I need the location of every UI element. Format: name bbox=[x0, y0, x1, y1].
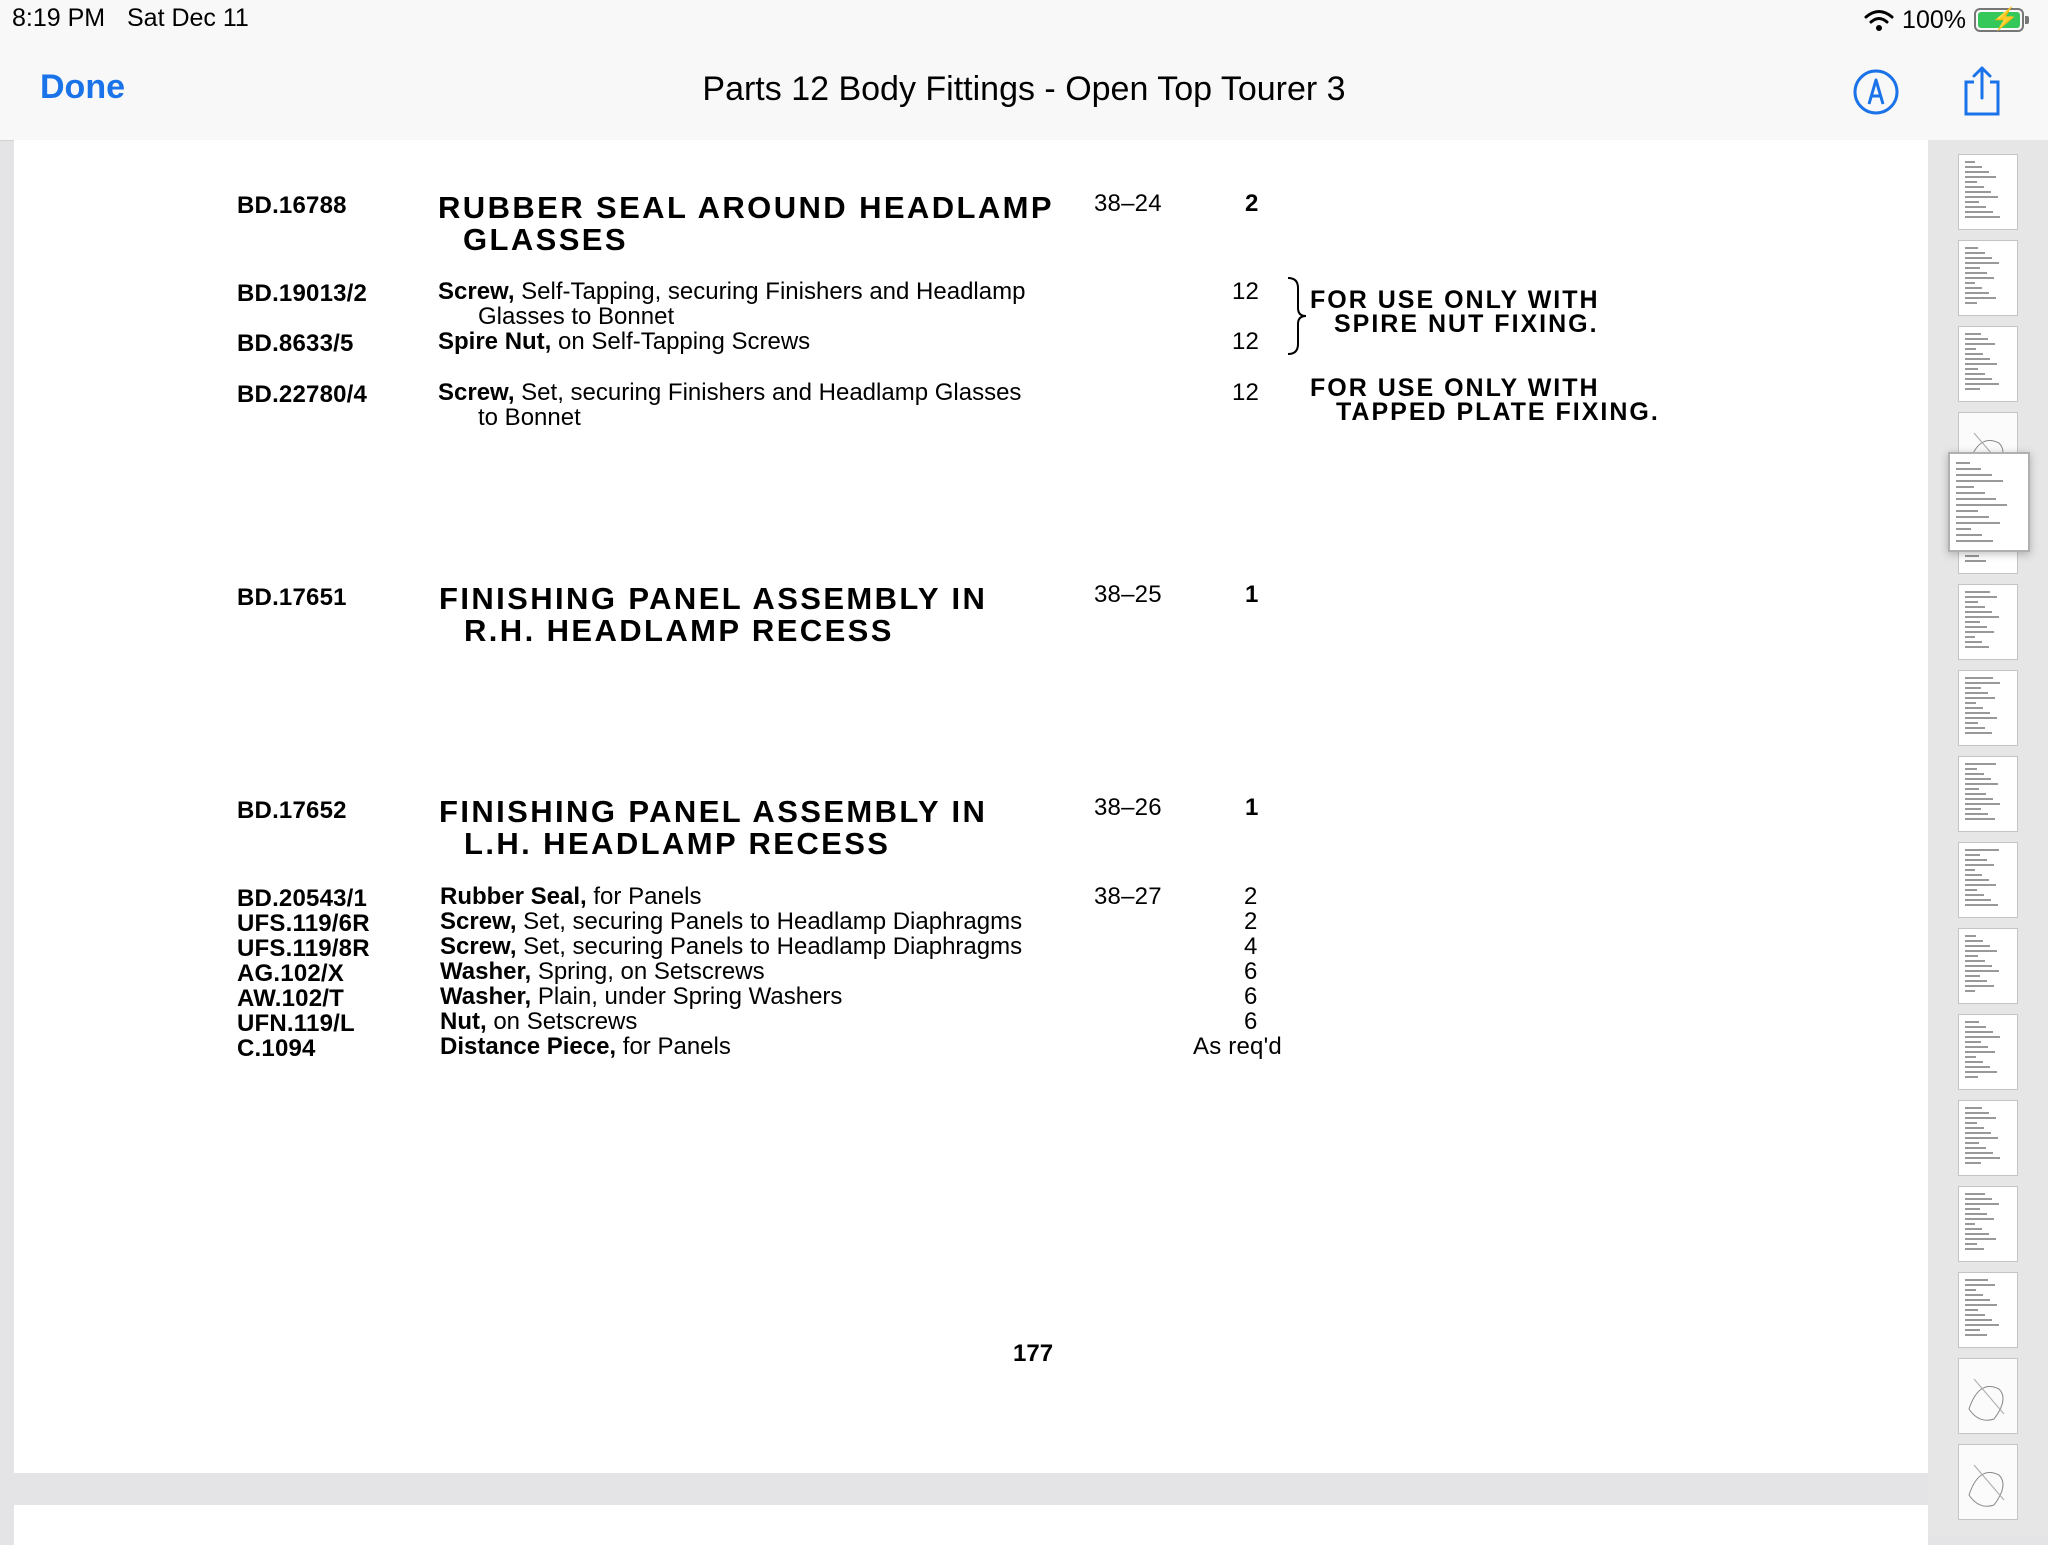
part-description bbox=[440, 985, 842, 1009]
part-detail: for Panels bbox=[622, 1033, 731, 1060]
page-thumbnail[interactable] bbox=[1958, 240, 2018, 316]
part-detail: for Panels bbox=[593, 883, 702, 910]
part-code: BD.22780/4 bbox=[237, 381, 368, 408]
group-qty: 1 bbox=[1245, 794, 1259, 821]
part-code: BD.19013/2 bbox=[237, 280, 368, 307]
part-detail: Set, securing Panels to Headlamp Diaphragms bbox=[523, 908, 1023, 935]
part-name: Screw, bbox=[438, 278, 515, 305]
next-page bbox=[14, 1505, 1928, 1545]
status-date: Sat Dec 11 bbox=[127, 4, 249, 32]
part-description bbox=[438, 381, 1021, 405]
status-time: 8:19 PM bbox=[12, 4, 106, 32]
part-detail: Spring, on Setscrews bbox=[537, 958, 765, 985]
part-qty: 12 bbox=[1232, 328, 1260, 355]
group-ref: 38–25 bbox=[1094, 581, 1162, 608]
part-description bbox=[440, 960, 765, 984]
part-qty: As req'd bbox=[1193, 1033, 1282, 1060]
part-name: Screw, bbox=[440, 933, 517, 960]
group-title-cont: R.H. HEADLAMP RECESS bbox=[464, 613, 894, 648]
page-thumbnail[interactable] bbox=[1958, 1272, 2018, 1348]
group-title-cont: L.H. HEADLAMP RECESS bbox=[464, 826, 891, 861]
page-thumbnail[interactable] bbox=[1958, 584, 2018, 660]
part-qty: 4 bbox=[1244, 933, 1258, 960]
page-thumbnail[interactable] bbox=[1958, 670, 2018, 746]
group-title: RUBBER SEAL AROUND HEADLAMP bbox=[438, 190, 1054, 225]
page-thumbnail[interactable] bbox=[1958, 1100, 2018, 1176]
part-detail: on Setscrews bbox=[493, 1008, 638, 1035]
part-name: Distance Piece, bbox=[440, 1033, 617, 1060]
part-detail: Self-Tapping, securing Finishers and Headlamp bbox=[521, 278, 1026, 305]
part-code: UFN.119/L bbox=[237, 1010, 355, 1037]
tapped-note-line1: FOR USE ONLY WITH bbox=[1310, 374, 1600, 402]
part-code: C.1094 bbox=[237, 1035, 316, 1062]
part-qty: 2 bbox=[1244, 908, 1258, 935]
part-detail: Set, securing Finishers and Headlamp Glasses bbox=[521, 379, 1022, 406]
part-qty: 12 bbox=[1232, 379, 1260, 406]
status-right bbox=[1864, 4, 2024, 36]
part-qty: 6 bbox=[1244, 958, 1258, 985]
part-name: Nut, bbox=[440, 1008, 487, 1035]
part-code: BD.8633/5 bbox=[237, 330, 354, 357]
brace-icon bbox=[1286, 276, 1308, 356]
page-thumbnail[interactable] bbox=[1958, 326, 2018, 402]
current-page-thumbnail[interactable] bbox=[1948, 452, 2030, 552]
wifi-icon bbox=[1864, 8, 1894, 32]
part-code: BD.16788 bbox=[237, 192, 347, 219]
part-description bbox=[440, 935, 1022, 959]
spire-note-line1: FOR USE ONLY WITH bbox=[1310, 286, 1600, 314]
page-thumbnail[interactable] bbox=[1958, 1358, 2018, 1434]
spire-note-line2: SPIRE NUT FIXING. bbox=[1334, 310, 1599, 338]
document-title: Parts 12 Body Fittings - Open Top Tourer 3 bbox=[702, 70, 1346, 108]
part-name: Spire Nut, bbox=[438, 328, 552, 355]
part-name: Screw, bbox=[440, 908, 517, 935]
group-title: FINISHING PANEL ASSEMBLY IN bbox=[439, 581, 988, 616]
part-description bbox=[440, 1035, 731, 1059]
part-detail: Set, securing Panels to Headlamp Diaphragms bbox=[523, 933, 1023, 960]
part-code: AW.102/T bbox=[237, 985, 344, 1012]
part-qty: 6 bbox=[1244, 1008, 1258, 1035]
part-description bbox=[440, 885, 701, 909]
page-thumbnail[interactable] bbox=[1958, 1014, 2018, 1090]
part-detail: Plain, under Spring Washers bbox=[537, 983, 843, 1010]
group-ref: 38–24 bbox=[1094, 190, 1162, 217]
part-detail-cont: Glasses to Bonnet bbox=[478, 303, 675, 330]
battery-percentage: 100% bbox=[1902, 5, 1966, 34]
part-code: BD.17651 bbox=[237, 584, 347, 611]
part-code: AG.102/X bbox=[237, 960, 344, 987]
part-qty: 12 bbox=[1232, 278, 1260, 305]
page-thumbnail[interactable] bbox=[1958, 928, 2018, 1004]
group-qty: 2 bbox=[1245, 190, 1259, 217]
part-name: Rubber Seal, bbox=[440, 883, 587, 910]
part-code: BD.17652 bbox=[237, 797, 347, 824]
group-ref: 38–26 bbox=[1094, 794, 1162, 821]
part-code: BD.20543/1 bbox=[237, 885, 368, 912]
part-name: Washer, bbox=[440, 983, 532, 1010]
page-thumbnail[interactable] bbox=[1958, 154, 2018, 230]
page-thumbnail-rail[interactable] bbox=[1928, 140, 2048, 1536]
page-thumbnail[interactable] bbox=[1958, 1444, 2018, 1520]
share-icon[interactable] bbox=[1962, 64, 2002, 118]
part-detail-cont: to Bonnet bbox=[478, 404, 581, 431]
tapped-note-line2: TAPPED PLATE FIXING. bbox=[1336, 398, 1660, 426]
part-name: Washer, bbox=[440, 958, 532, 985]
markup-pen-icon[interactable] bbox=[1852, 68, 1900, 116]
battery-charging-icon: ⚡ bbox=[1974, 8, 2024, 32]
part-qty: 2 bbox=[1244, 883, 1258, 910]
part-description bbox=[440, 1010, 637, 1034]
part-description bbox=[438, 280, 1025, 304]
page-thumbnail[interactable] bbox=[1958, 756, 2018, 832]
part-ref: 38–27 bbox=[1094, 883, 1162, 910]
part-description bbox=[438, 330, 810, 354]
part-qty: 6 bbox=[1244, 983, 1258, 1010]
part-code: UFS.119/6R bbox=[237, 910, 370, 937]
part-code: UFS.119/8R bbox=[237, 935, 370, 962]
group-title: FINISHING PANEL ASSEMBLY IN bbox=[439, 794, 988, 829]
part-description bbox=[440, 910, 1022, 934]
page-thumbnail[interactable] bbox=[1958, 842, 2018, 918]
group-qty: 1 bbox=[1245, 581, 1259, 608]
page-thumbnail[interactable] bbox=[1958, 1186, 2018, 1262]
part-name: Screw, bbox=[438, 379, 515, 406]
done-button[interactable]: Done bbox=[40, 68, 125, 106]
page-number: 177 bbox=[1013, 1340, 1054, 1367]
top-bar bbox=[0, 0, 2048, 141]
group-title-cont: GLASSES bbox=[463, 222, 628, 257]
part-detail: on Self-Tapping Screws bbox=[558, 328, 811, 355]
document-page bbox=[14, 140, 1928, 1473]
